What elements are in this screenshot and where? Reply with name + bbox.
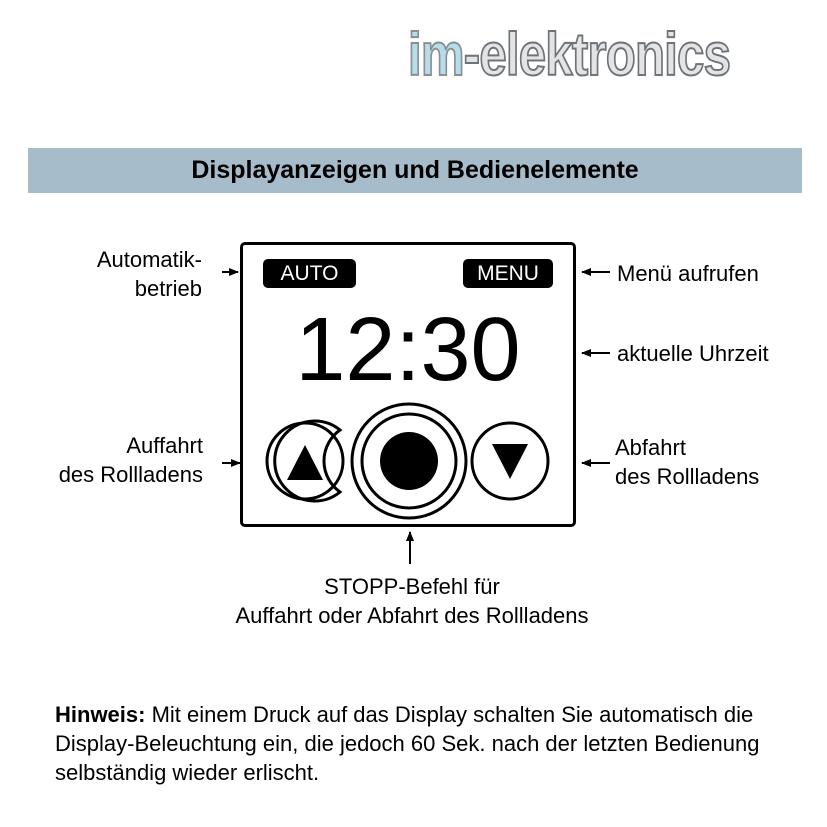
menu-button[interactable]: MENU <box>463 259 553 288</box>
up-callout-line1: Auffahrt <box>126 433 203 458</box>
auto-button[interactable]: AUTO <box>263 259 356 288</box>
stop-circle-icon <box>380 432 438 490</box>
up-callout <box>20 431 203 489</box>
down-callout-line2: des Rollladens <box>615 464 760 489</box>
menu-callout: Menü aufrufen <box>617 261 759 286</box>
down-callout <box>615 433 759 491</box>
clock-display: 12:30 <box>295 300 521 400</box>
up-callout-line2: des Rollladens <box>58 462 203 487</box>
down-callout-line1: Abfahrt <box>615 435 686 460</box>
stop-callout <box>150 572 674 630</box>
up-button[interactable] <box>267 421 343 501</box>
note-paragraph <box>55 700 815 787</box>
logo-suffix: -elektronics <box>463 21 731 88</box>
auto-callout <box>40 245 202 303</box>
note-text: Mit einem Druck auf das Display schalten Sie automatisch die Display-Beleuchtung ein, die jedoch 60 Sek. nach der letzten Bedienung selbständig wieder erlischt. <box>55 702 760 785</box>
logo-prefix: im <box>408 21 464 88</box>
down-triangle-icon <box>492 444 528 479</box>
time-callout: aktuelle Uhrzeit <box>617 341 769 366</box>
stop-callout-line2: Auffahrt oder Abfahrt des Rollladens <box>235 603 589 628</box>
auto-callout-line1: Automatik- <box>96 247 202 272</box>
auto-callout-line2: betrieb <box>134 276 202 301</box>
note-label: Hinweis: <box>55 702 146 727</box>
section-title: Displayanzeigen und Bedienelemente <box>191 156 639 184</box>
stop-button[interactable] <box>352 404 466 518</box>
stop-callout-line1: STOPP-Befehl für <box>324 574 500 599</box>
down-button[interactable] <box>472 423 548 499</box>
